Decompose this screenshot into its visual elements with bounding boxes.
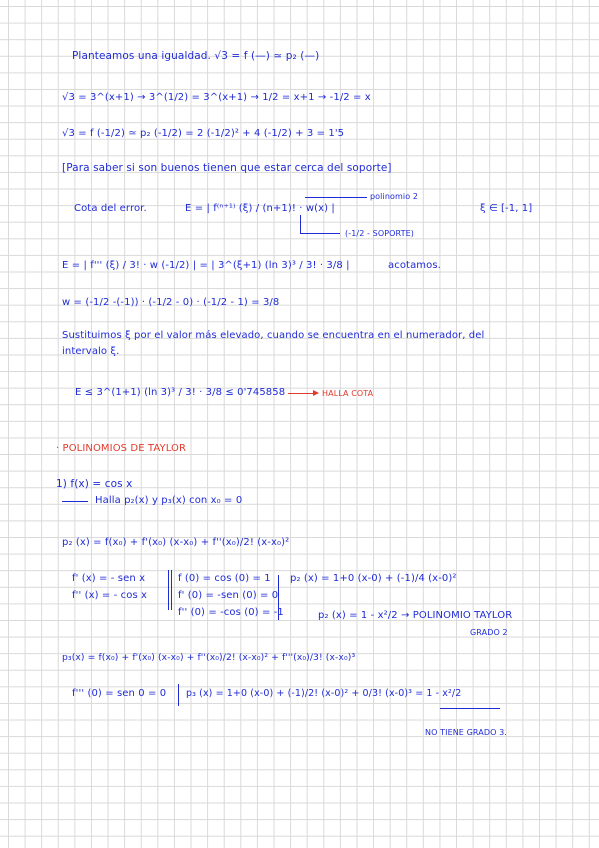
underline	[440, 708, 500, 709]
formula: f' (0) = -sen (0) = 0	[178, 590, 279, 601]
formula: w = (-1/2 -(-1)) · (-1/2 - 0) · (-1/2 - 1) = 3/8	[62, 297, 280, 308]
formula: E = | f⁽ⁿ⁺¹⁾ (ξ) / (n+1)! · w(x) |	[185, 203, 335, 214]
text-line: acotamos.	[388, 260, 441, 271]
arrow-line	[62, 501, 88, 502]
text-line: 1) f(x) = cos x	[56, 478, 133, 490]
formula: p₂ (x) = 1 - x²/2 → POLINOMIO TAYLOR	[318, 610, 513, 621]
pointer-line	[300, 233, 340, 234]
formula: p₂ (x) = 1+0 (x-0) + (-1)/4 (x-0)²	[290, 573, 457, 584]
arrow-line	[288, 393, 314, 394]
text-line: [Para saber si son buenos tienen que estar cerca del soporte]	[62, 162, 392, 174]
text-line: Cota del error.	[74, 203, 147, 214]
text-line: √3 = 3^(x+1) → 3^(1/2) = 3^(x+1) → 1/2 = x+1 → -1/2 = x	[62, 92, 371, 103]
annotation: (-1/2 - SOPORTE)	[345, 229, 414, 238]
text-line: ξ ∈ [-1, 1]	[480, 203, 533, 214]
formula: f'' (x) = - cos x	[72, 590, 148, 601]
text-line: Planteamos una igualdad. √3 = f (—) ≃ p₂ (—)	[72, 50, 320, 62]
annotation: HALLA COTA	[322, 389, 374, 398]
text-line: intervalo ξ.	[62, 346, 120, 357]
formula: f'' (0) = -cos (0) = -1	[178, 607, 284, 618]
text-line: Halla p₂(x) y p₃(x) con x₀ = 0	[95, 495, 243, 506]
divider	[171, 570, 172, 610]
formula: f (0) = cos (0) = 1	[178, 573, 271, 584]
text-line: Sustituimos ξ por el valor más elevado, cuando se encuentra en el numerador, del	[62, 330, 485, 341]
brace	[178, 684, 179, 706]
formula: p₃(x) = f(x₀) + f'(x₀) (x-x₀) + f''(x₀)/2! (x-x₀)² + f'''(x₀)/3! (x-x₀)³	[62, 652, 356, 663]
divider	[168, 570, 169, 610]
formula: E ≤ 3^(1+1) (ln 3)³ / 3! · 3/8 ≤ 0'745858	[75, 387, 286, 398]
formula: E = | f''' (ξ) / 3! · w (-1/2) | = | 3^(ξ+1) (ln 3)³ / 3! · 3/8 |	[62, 260, 350, 271]
pointer-line	[305, 197, 367, 198]
formula: p₂ (x) = f(x₀) + f'(x₀) (x-x₀) + f''(x₀)/2! (x-x₀)²	[62, 537, 290, 548]
section-title: · POLINOMIOS DE TAYLOR	[56, 443, 187, 454]
annotation: GRADO 2	[470, 628, 508, 637]
formula: p₃ (x) = 1+0 (x-0) + (-1)/2! (x-0)² + 0/3! (x-0)³ = 1 - x²/2	[186, 688, 462, 699]
arrow-icon	[313, 390, 319, 396]
formula: f' (x) = - sen x	[72, 573, 146, 584]
annotation: NO TIENE GRADO 3.	[425, 728, 507, 737]
text-line: √3 = f (-1/2) ≃ p₂ (-1/2) = 2 (-1/2)² + 4 (-1/2) + 3 = 1'5	[62, 128, 345, 139]
pointer-line	[300, 215, 301, 233]
annotation: polinomio 2	[370, 192, 419, 201]
formula: f''' (0) = sen 0 = 0	[72, 688, 167, 699]
